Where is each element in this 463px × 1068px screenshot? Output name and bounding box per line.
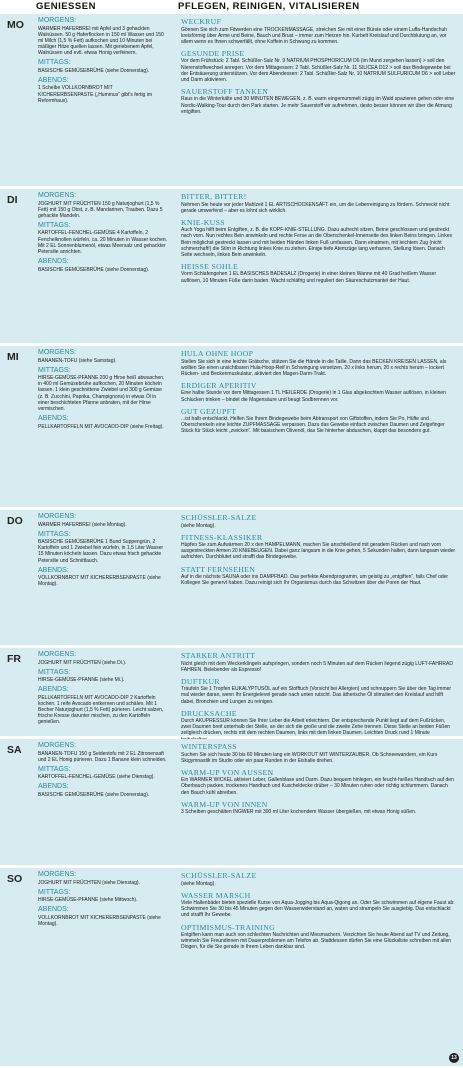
geniessen-column xyxy=(34,648,172,736)
activity-heading: WINTERSPASS xyxy=(181,742,237,751)
activity-text: Nicht gleich mit dem Weckerklingeln aufspringen, sondern noch 5 Minuten auf dem Rücken liegend zügig LUFT-FAHRRAD FAHREN. Belebender als Espresso! xyxy=(181,660,453,673)
pflegen-column xyxy=(175,648,462,736)
activity-text: (siehe Montag). xyxy=(181,880,216,887)
meal-text: BASISCHE GEMÜSEBRÜHE 1 Bund Suppengrün, 2 Kartoffeln und 1 Zwiebel fein würfeln, in 1,5 Liter Wasser 15 Minuten köcheln lassen. Dazu etwas frisch gehackte Petersilie und Schnittlauch. xyxy=(38,539,164,564)
day-label: DI xyxy=(7,194,18,206)
day-row-mi xyxy=(0,346,463,507)
meal-text: BASISCHE GEMÜSEBRÜHE (siehe Donnerstag). xyxy=(38,266,150,273)
activity-text: (siehe Montag). xyxy=(181,522,216,529)
meal-heading: MORGENS: xyxy=(38,17,77,24)
meal-heading: MITTAGS: xyxy=(38,668,71,676)
meal-heading: MORGENS: xyxy=(38,651,77,658)
page-number: 13 xyxy=(449,1053,459,1063)
meal-text: HIRSE-GEMÜSE-PFANNE (siehe Mi.). xyxy=(38,677,125,684)
activity-heading: BITTER, BITTER! xyxy=(181,192,247,201)
activity-text: Suchen Sie sich heute 30 bis 60 Minuten lang ein WORKOUT MIT WINTERZAUBER. Ob Schneewandern, ein Kurs Skigymnastik im Studio oder ein paar Runden in der Eishalle drehen. xyxy=(181,751,438,764)
meal-text: 1 Scheibe VOLLKORNBROT MIT KICHERERBSENPASTE („Hummus“ gibt’s fertig im Reformhaus). xyxy=(38,85,153,104)
meal-text: JOGHURT MIT FRÜCHTEN 150 g Naturjoghurt (1,5 % Fett) mit 150 g Obst, z. B. Mandarinen, Trauben. Dazu 5 gehackte Mandeln. xyxy=(38,200,163,219)
header-pflegen: PFLEGEN, REINIGEN, VITALISIEREN xyxy=(178,1,360,12)
geniessen-column xyxy=(34,739,172,865)
meal-heading: MORGENS: xyxy=(38,871,77,878)
activity-heading: STATT FERNSEHEN xyxy=(181,564,256,574)
activity-text: Vorm Schlafengehen 1 EL BASISCHES BADESALZ (Drogerie) in einer kleinen Wanne mit 40 Grad heißem Wasser auflösen, 10 Minuten Füße darin baden. Wacht schläfrig und reguliert den Säureschutzmantel der Haut. xyxy=(181,271,437,284)
day-label: MO xyxy=(7,19,24,31)
day-row-do xyxy=(0,510,463,645)
meal-heading: MORGENS: xyxy=(38,742,77,749)
meal-text: JOGHURT MIT FRÜCHTEN (siehe Di.). xyxy=(38,659,127,666)
activity-text: Vor dem Frühstück: 2 Tabl. Schüßler-Salz Nr. 9 NATRIUM PHOSPHORICUM D6 (im Mund zergehen lassen) > soll den Nierenstoffwechsel anregen. Vor dem Mittagessen: 2 Tabl. Schüßler-Salz Nr. 11 SILICEA D12 > soll das Bindegewebe bei der Entsäuerung unterstützen. Vor dem Abendessen: 2 Tabl. Schüßler-Salz Nr. 10 NATRIUM SULFURICUM D6 > soll Leber und Darm aktivieren. xyxy=(181,58,456,83)
geniessen-column xyxy=(34,14,172,186)
activity-text: Durch AKUPRESSUR können Sie Ihrer Leber die Arbeit erleichtern. Der entsprechende Punkt liegt auf dem Fußrücken, zwei Daumen breit unterhalb der Stelle, an der sich die große und die zweite Zehe trennen. Diese Stelle an beiden Füßen zeitgleich drücken, rechts mit dem rechten Daumen, links mit dem linken Daumen. Leichten Druck rund 1 Minute xyxy=(181,718,451,737)
meal-heading: MITTAGS: xyxy=(38,888,71,896)
activity-text: Stellen Sie sich in eine leichte Grätsche, stützen Sie die Hände in die Taille. Dann das BECKEN KREISEN LASSEN, als wollten Sie einen unsichtbaren Hula-Hoop-Reif in Schwingung versetzen. 20 x links herum, 20 x rechts herum – lockert Rücken- und Beckenmuskulatur, aktiviert den Magen-Darm-Trakt. xyxy=(181,358,447,377)
meal-text: BANANEN-TOFU 150 g Seidentofu mit 2 EL Zitronensaft und 2 EL Honig pürieren. Dazu 1 Banane klein schneiden. xyxy=(38,750,167,763)
pflegen-column xyxy=(175,510,462,645)
meal-text: KARTOFFEL-FENCHEL-GEMÜSE 4 Kartoffeln, 2 Fenchelknollen würfeln, ca. 20 Minuten in Wasser kochen. Mit 2 EL Sonnenblumenöl, etwas Meersalz und gehackter Petersilie anrichten. xyxy=(38,230,168,255)
activity-heading: WECKRUF xyxy=(181,17,222,26)
pflegen-column xyxy=(175,346,462,507)
activity-text: Viele Hallenbäder bieten spezielle Kurse von Aqua-Jogging bis Aqua-Qigong an. Oder Sie schwimmen auf eigene Faust ab: Schwimmen Sie 30 bis 45 Minuten gegen den Wasserwiderstand an, waten und strampeln Sie ausgiebig. Das entschlackt und strafft Ihr Gewebe. xyxy=(181,900,455,919)
meal-text: HIRSE-GEMÜSE-PFANNE (siehe Mittwoch). xyxy=(38,897,138,904)
day-label: SA xyxy=(7,744,22,756)
geniessen-column xyxy=(34,510,172,645)
meal-text: WARMER HAFERBREI (siehe Montag). xyxy=(38,521,127,528)
meal-text: BASISCHE GEMÜSEBRÜHE (siehe Donnerstag). xyxy=(38,792,150,799)
meal-heading: ABENDS: xyxy=(38,906,69,914)
activity-heading: DUFTKUR xyxy=(181,676,220,686)
meal-text: VOLLKORNBROT MIT KICHERERBSENPASTE (siehe Montag). xyxy=(38,575,161,588)
day-row-mo xyxy=(0,14,463,186)
meal-heading: ABENDS: xyxy=(38,783,69,791)
activity-text: Träufeln Sie 1 Tropfen EUKALYPTUSÖL auf ein Stofftuch (Vorsicht bei Allergien) und schnuppern Sie über den Tag immer mal wieder daran, wenn Ihr Energielevel gerade nach unten rutscht. Das ätherische Öl stimuliert den Kreislauf und hilft dabei, Bronchien und Lungen zu reinigen. xyxy=(181,686,452,705)
day-label: SO xyxy=(7,873,23,885)
meal-text: WARMER HAFERBREI mit Apfel und 3 gehackten Walnüssen. 50 g Haferflocken in 150 ml Wasser und 150 ml Milch (1,5 % Fett) aufkochen und 10 Minuten bei mäßiger Hitze quellen lassen. Mit geriebenem Apfel, Walnüssen und evtl. etwas Honig verfeinern. xyxy=(38,25,164,57)
activity-heading: KNIE-KUSS xyxy=(181,217,225,227)
activity-heading: DRUCKSACHE xyxy=(181,708,237,718)
meal-heading: MITTAGS: xyxy=(38,530,71,538)
activity-text: Raus in die Winterkälte und 30 MINUTEN BEWEGEN, z. B. warm eingemummelt zügig im Wald spazieren gehen oder eine Nordic-Walking-Tour durch den Park starten. Je mehr Sauerstoff wir aufnehmen, desto besser können wir über die Atmung entgiften. xyxy=(181,96,454,115)
activity-heading: ERDIGER APERITIV xyxy=(181,380,257,390)
geniessen-column xyxy=(34,868,172,1066)
meal-text: VOLLKORNBROT MIT KICHERERBSENPASTE (siehe Montag). xyxy=(38,914,161,928)
activity-heading: SCHÜSSLER-SALZE xyxy=(181,871,257,880)
activity-heading: STARKER ANTRITT xyxy=(181,651,256,660)
meal-heading: ABENDS: xyxy=(38,566,69,574)
activity-heading: WARM-UP VON INNEN xyxy=(181,799,268,809)
activity-heading: GUT GEZUPFT xyxy=(181,406,237,416)
meal-text: PELLKARTOFFELN MIT AVOCADO-DIP (siehe Freitag). xyxy=(38,423,164,430)
activity-heading: OPTIMISMUS-TRAINING xyxy=(181,922,276,932)
activity-heading: HULA OHNE HOOP xyxy=(181,349,254,358)
meal-heading: MORGENS: xyxy=(38,192,77,199)
meal-heading: MORGENS: xyxy=(38,349,77,356)
day-row-sa xyxy=(0,739,463,865)
meal-heading: ABENDS: xyxy=(38,686,69,694)
activity-text: ...ist halb entschlackt. Helfen Sie Ihrem Bindegewebe beim Abtransport von Giftstoffen, indem Sie Po, Hüfte und Oberschenkeln eine leichte ZUPFMASSAGE verpassen. Dazu das Gewebe einfach zwischen Daumen und Zeigefinger Stück für Stück leicht „zwicken“. Mit basischem Olivenöl, das Sie hinterher abduschen, klappt das besonders gut. xyxy=(181,416,445,435)
day-label: DO xyxy=(7,515,23,527)
day-row-so xyxy=(0,868,463,1066)
activity-text: Hüpfen Sie zum Aufwärmen 20 x den HAMPELMANN, machen Sie anschließend mit geradem Rücken und nach vorn ausgestreckten Armen 20 KNIEBEUGEN. Dabei ganz langsam in die Knie gehen, 5 Sekunden halten, dann langsam wieder aufrichten. Durchblutet und strafft das Bindegewebe. xyxy=(181,542,456,561)
meal-text: BASISCHE GEMÜSEBRÜHE (siehe Donnerstag). xyxy=(38,67,150,74)
column-header xyxy=(0,0,463,13)
activity-text: Eine halbe Stunde vor dem Mittagessen 1 TL HEILERDE (Drogerie) in 1 Glas abgekochtem Wasser auflösen, in kleinen Schlucken trinken – bindet die Magensäure und beugt Sodbrennen vor. xyxy=(181,390,446,403)
meal-heading: MORGENS: xyxy=(38,513,77,520)
meal-heading: MITTAGS: xyxy=(38,59,71,67)
meal-heading: ABENDS: xyxy=(38,415,69,423)
day-label: FR xyxy=(7,653,21,665)
activity-heading: GESUNDE PRISE xyxy=(181,48,245,58)
activity-heading: WASSER MARSCH xyxy=(181,890,251,900)
geniessen-column xyxy=(34,346,172,507)
day-row-di xyxy=(0,189,463,343)
activity-heading: SAUERSTOFF TANKEN xyxy=(181,86,269,96)
activity-heading: FITNESS-KLASSIKER xyxy=(181,532,263,542)
activity-text: Entgiften kann man auch von schlechten Nachrichten und Miesmachern. Verzichten Sie heute Abend auf TV und Zeitung, wimmeln Sie Freundinnen mit Dauerproblemen am Telefon ab. Stattdessen dürfen Sie eine Glücksliste schreiben mit allen Dingen, für die Sie gerade in Ihrem Leben dankbar sind. xyxy=(181,932,452,951)
activity-text: Gönnen Sie sich zum Fitwerden eine TROCKENMASSAGE, streichen Sie mit einer Bürste oder einem Luffa-Handschuh kreisförmig über Arme und Beine, Bauch und Brust – immer zum Herzen hin. Kurbelt Kreislauf und Durchblutung an, vor allem wenn es Ihnen schwerfällt, ohne Koffein in Schwung zu kommen. xyxy=(181,26,448,45)
meal-text: JOGHURT MIT FRÜCHTEN (siehe Dienstag). xyxy=(38,879,140,886)
header-geniessen: GENIESSEN xyxy=(36,1,96,12)
meal-text: HIRSE-GEMÜSE-PFANNE 200 g Hirse heiß abwaschen, in 400 ml Gemüsebrühe aufkochen, 20 Minuten köcheln lassen. 1 klein geschnittene Zwiebel und 300 g Gemüse (z. B. Zucchini, Paprika, Champignons) in etwas Öl in einer beschichteten Pfanne anbraten, mit der Hirse vermischen. xyxy=(38,375,165,412)
pflegen-column xyxy=(175,14,462,186)
activity-text: Nehmen Sie heute vor jeder Mahlzeit 1 EL ARTISCHOCKENSAFT ein, um die Leberreinigung zu fördern. Schmeckt nicht gerade umwerfend – aber es lohnt sich wirklich. xyxy=(181,201,450,214)
meal-text: BANANEN-TOFU (siehe Samstag). xyxy=(38,357,117,364)
meal-text: KARTOFFEL-FENCHEL-GEMÜSE (siehe Dienstag). xyxy=(38,774,155,781)
geniessen-column xyxy=(34,189,172,343)
activity-text: 3 Scheiben geschälten INGWER mit 300 ml Liter kochendem Wasser übergießen, mit etwas Honig süßen. xyxy=(181,809,417,816)
day-label: MI xyxy=(7,351,19,363)
pflegen-column xyxy=(175,868,462,1066)
day-row-fr xyxy=(0,648,463,736)
activity-text: Ein WARMER WICKEL aktiviert Leber, Gallenblase und Darm. Dazu bequem hinlegen, ein feucht-heißes Handtuch auf den Oberbauch packen, trockenes Handtuch und Kuscheldecke drüber – 30 Minuten ruhen oder richtig schlummern. Danach den Bauch kühl abreiben. xyxy=(181,777,454,796)
pflegen-column xyxy=(175,189,462,343)
activity-text: Auf in die nächste SAUNA oder ins DAMPFBAD. Das perfekte Abendprogramm, um geistig zu „entgiften“, falls Chef oder Kollegen Sie genervt haben. Dazu reinigt sich Ihr Organismus durch das Schwitzen über die Poren der Haut. xyxy=(181,574,449,587)
meal-heading: MITTAGS: xyxy=(38,765,71,773)
pflegen-column xyxy=(175,739,462,865)
activity-heading: HEISSE SOHLE xyxy=(181,261,239,271)
meal-heading: MITTAGS: xyxy=(38,366,71,374)
activity-heading: SCHÜSSLER-SALZE xyxy=(181,513,257,522)
meal-text: PELLKARTOFFELN MIT AVOCADO-DIP 2 Kartoffeln kochen. 1 reife Avocado entkernen und schälen. Mit 1 Becher Naturjoghurt (1,5 % Fett) pürieren. Leicht salzen, frische Kresse darunter mischen, zu den Kartoffeln genießen. xyxy=(38,694,164,726)
meal-heading: MITTAGS: xyxy=(38,221,71,229)
meal-heading: ABENDS: xyxy=(38,76,69,84)
activity-heading: WARM-UP VON AUSSEN xyxy=(181,767,274,777)
activity-text: Auch Yoga hilft beim Entgiften, z. B. die KOPF-KNIE-STELLUNG. Dazu aufrecht sitzen, Beine geschlossen und gestreckt nach vorn. Nun rechtes Bein anwinkeln und rechte Ferse an die Oberschenkel-Innenseite des linken Beins bringen. Linkes Bein möglichst gestreckt lassen und mit beiden Händen linken Fuß umfassen. Dann einatmen, mit leichtem Zug (nicht schmerzhaft!) die Stirn in Richtung linkes Knie zu ziehen. Einige tiefe Atemzüge lang verharren, Stellung lösen. Danach Seite wechseln, linkes Bein anwinkeln. xyxy=(181,227,452,258)
meal-heading: ABENDS: xyxy=(38,258,69,266)
